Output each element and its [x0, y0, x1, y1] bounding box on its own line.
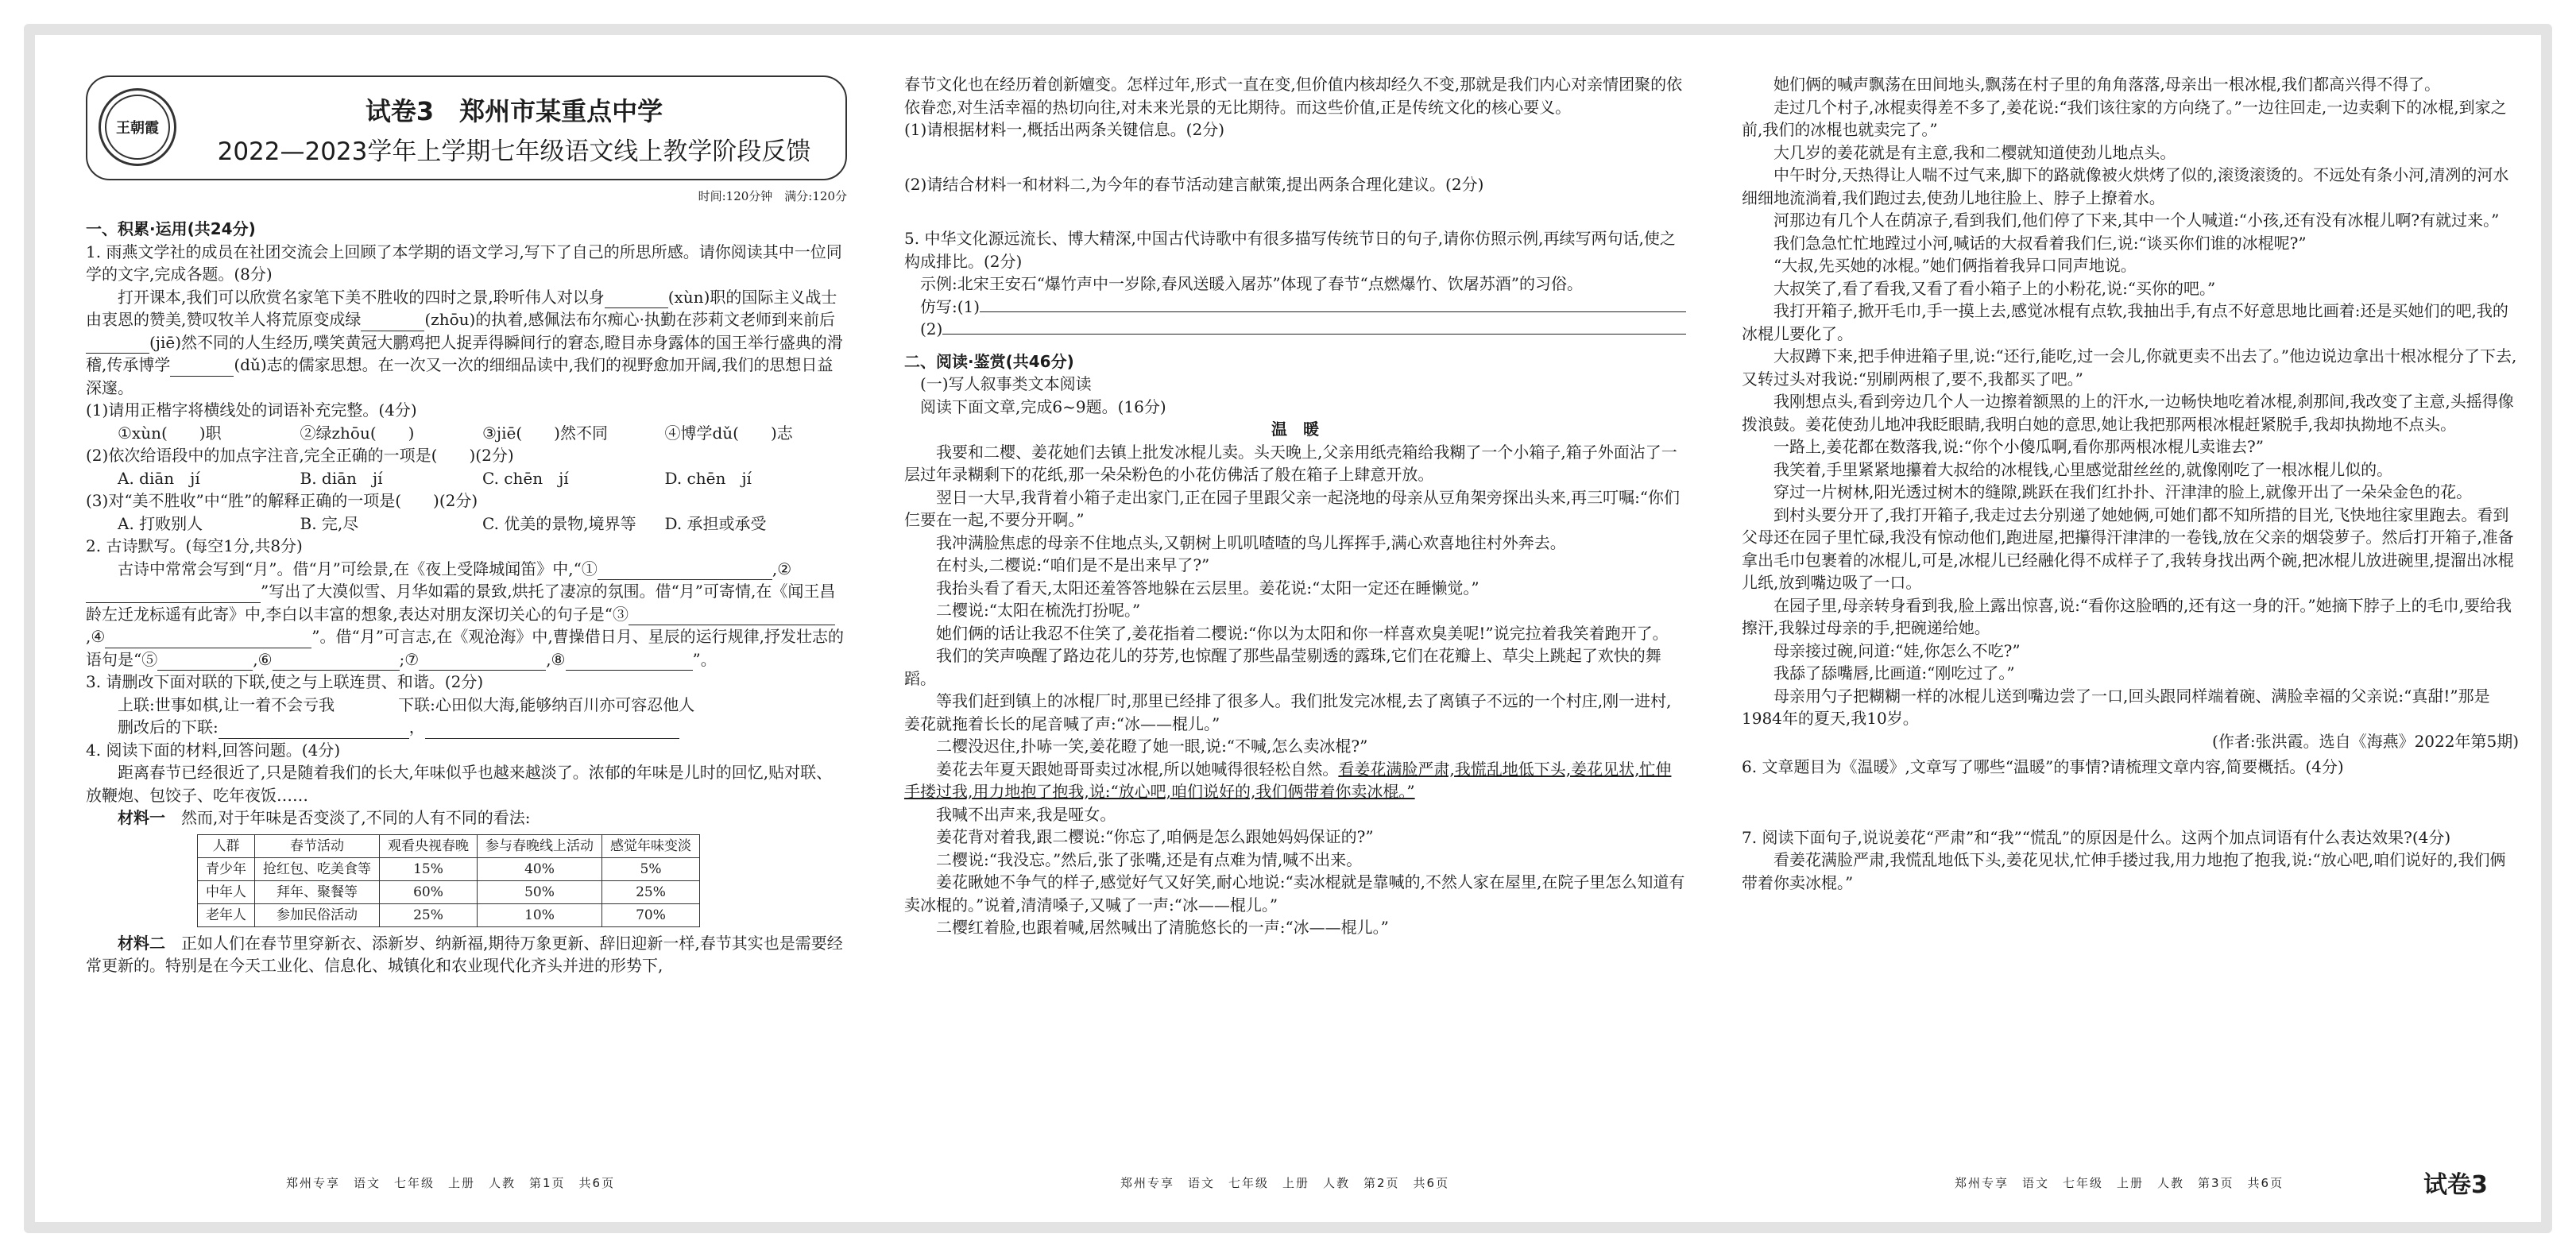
q1-3: (3)对“美不胜收”中“胜”的解释正确的一项是( )(2分) [86, 491, 478, 510]
story-paragraph: 我打开箱子,掀开毛巾,手一摸上去,感觉冰棍有点软,我抽出手,有点不好意思地比画着:还是买她们的吧,我的冰棍儿要化了。 [1742, 301, 2508, 343]
column-3 [1742, 73, 2519, 894]
story-paragraph: 二樱说:“太阳在梳洗打扮呢。” [936, 601, 1141, 620]
table-row: 青少年 抢红包、吃美食等 15% 40% 5% [198, 857, 700, 880]
story-paragraph: 大叔蹲下来,把手伸进箱子里,说:“还行,能吃,过一会儿,你就更卖不出去了。”他边说边拿出十根冰棍分了下去,又转过头对我说:“别刷两根了,要不,我都买了吧。” [1742, 346, 2517, 389]
q6-prompt: 6. 文章题目为《温暖》,文章写了哪些“温暖”的事情?请梳理文章内容,简要概括。(4分) [1742, 757, 2344, 776]
q1-blank-4[interactable] [170, 360, 234, 377]
story-paragraph: 姜花背对着我,跟二樱说:“你忘了,咱俩是怎么跟她妈妈保证的?” [936, 827, 1374, 846]
story-paragraph: 一路上,姜花都在数落我,说:“你个小傻瓜啊,看你那两根冰棍儿卖谁去?” [1773, 437, 2264, 456]
material-2-cont: 春节文化也在经历着创新嬗变。怎样过年,形式一直在变,但价值内核却经久不变,那就是我们内心对亲情团聚的依依眷恋,对生活幸福的热切向往,对未来光景的无比期待。而这些价值,正是传统文化的核心要义。 [904, 75, 1683, 117]
q2-blank-7[interactable] [419, 654, 546, 671]
story-paragraph: 翌日一大早,我背着小箱子走出家门,正在园子里跟父亲一起浇地的母亲从豆角架旁探出头来,再三叮嘱:“你们仨要在一起,不要分开啊。” [904, 487, 1681, 529]
q1-2-options: A. diān jí B. diān jí C. chēn jí D. chēn jí [118, 468, 752, 488]
story-paragraph: 二樱说:“我没忘。”然后,张了张嘴,还是有点难为情,喊不出来。 [936, 849, 1363, 869]
story-paragraph: 等我们赶到镇上的冰棍厂时,那里已经排了很多人。我们批发完冰棍,去了离镇子不远的一个村庄,刚一进村,姜花就拖着长长的尾音喊了声:“冰——棍儿。” [904, 691, 1672, 733]
story-paragraph: 她们俩的喊声飘荡在田间地头,飘荡在村子里的角角落落,母亲出一根冰棍,我们都高兴得不得了。 [1773, 75, 2441, 94]
story-title: 温 暖 [1271, 420, 1319, 439]
q4-1: (1)请根据材料一,概括出两条关键信息。(2分) [904, 120, 1225, 139]
section-1-heading: 一、积累·运用(共24分) [86, 219, 256, 238]
exam-title: 试卷3 郑州市某重点中学 [365, 96, 663, 126]
subsection-1: (一)写人叙事类文本阅读 [920, 374, 1092, 393]
title-box [86, 75, 847, 180]
story-paragraph: 在园子里,母亲转身看到我,脸上露出惊喜,说:“看你这脸晒的,还有这一身的汗。”她摘下脖子上的毛巾,要给我擦汗,我躲过母亲的手,把碗递给她。 [1742, 595, 2512, 637]
underlined-sentence: 看姜花满脸严肃,我慌乱地低下头,姜花见状,忙伸手搂过我,用力地抱了抱我,说:“放心吧,咱们说好的,我们俩带着你卖冰棍。” [904, 759, 1672, 801]
q3-couplet: 上联:世事如棋,让一着不会亏我 下联:心田似大海,能够纳百川亦可容忍他人 [118, 694, 695, 714]
story-paragraph: 大几岁的姜花就是有主意,我和二樱就知道使劲儿地点头。 [1773, 142, 2176, 162]
q3-prompt: 3. 请删改下面对联的下联,使之与上联连贯、和谐。(2分) [86, 672, 484, 691]
q5-example: 示例:北宋王安石“爆竹声中一岁除,春风送暖入屠苏”体现了春节“点燃爆竹、饮屠苏酒”的习俗。 [920, 274, 1583, 293]
story-source: (作者:张洪霞。选自《海燕》2022年第5期) [2212, 731, 2519, 751]
section-2-heading: 二、阅读·鉴赏(共46分) [904, 351, 1074, 371]
q2-blank-2[interactable] [86, 586, 261, 603]
q3-answer: 删改后的下联: ， [86, 716, 847, 739]
logo [99, 88, 176, 166]
q2-blank-8[interactable] [566, 654, 693, 671]
story-paragraph: 我舔了舔嘴唇,比画道:“刚吃过了。” [1773, 663, 2015, 683]
story-paragraph: 走过几个村子,冰棍卖得差不多了,姜花说:“我们该往家的方向绕了。”一边往回走,一边卖剩下的冰棍,到家之前,我们的冰棍也就卖完了。” [1742, 97, 2507, 139]
q6-answer-space[interactable] [1742, 779, 2519, 826]
q1-1: (1)请用正楷字将横线处的词语补充完整。(4分) [86, 400, 417, 420]
q7-prompt: 7. 阅读下面句子,说说姜花“严肃”和“我”“慌乱”的原因是什么。这两个加点词语有什么表达效果?(4分) [1742, 827, 2451, 847]
q5-line-2: (2) [904, 318, 1686, 341]
q3-blank-1[interactable] [219, 722, 409, 739]
material-2: 材料二 正如人们在春节里穿新衣、添新岁、纳新福,期待万象更新、辞旧迎新一样,春节其实也是需要经常更新的。特别是在今天工业化、信息化、城镇化和农业现代化齐头并进的形势下, [86, 933, 843, 975]
story-paragraph: 大叔笑了,看了看我,又看了看小箱子上的小粉花,说:“买你的吧。” [1773, 278, 2216, 298]
exam-meta: 时间:120分钟 满分:120分 [698, 189, 847, 203]
q1-3-options: A. 打败别人 B. 完,尽 C. 优美的景物,境界等 D. 承担或承受 [118, 513, 767, 533]
q1-blank-3[interactable] [86, 337, 149, 354]
q1-blank-2[interactable] [361, 315, 424, 331]
story-paragraph: 我抬头看了看天,太阳还羞答答地躲在云层里。姜花说:“太阳一定还在睡懒觉。” [936, 578, 1479, 598]
story-paragraph: 在村头,二樱说:“咱们是不是出来早了?” [936, 555, 1210, 574]
table-row: 中年人 拜年、聚餐等 60% 50% 25% [198, 880, 700, 903]
logo-text: 王朝霞 [105, 95, 170, 160]
subsection-1-instructions: 阅读下面文章,完成6~9题。(16分) [920, 396, 1166, 416]
q4-prompt: 4. 阅读下面的材料,回答问题。(4分) [86, 740, 341, 760]
q1-1-options: ①xùn( )职 ②绿zhōu( ) ③jiē( )然不同 ④博学dǔ( )志 [118, 423, 793, 443]
story-paragraph: 母亲接过碗,问道:“娃,你怎么不吃?” [1773, 640, 2021, 660]
story-paragraph: 我冲满脸焦虑的母亲不住地点头,又朝树上叽叽喳喳的鸟儿挥挥手,满心欢喜地往村外奔去。 [936, 532, 1566, 552]
story-paragraph: 到村头要分开了,我打开箱子,我走过去分别递了她她俩,可她们都不知所措的目光,飞快地往家里跑去。看到父母还在园子里忙碌,我没有惊动他们,跑进屋,把攥得汗津津的一卷钱,放在父亲的烟袋萝子。然后打开箱子,准备拿出毛巾包裹着的冰棍儿,可是,冰棍儿已经融化得不成样子了,我转身找出两个碗,把冰棍儿放进碗里,提溜出冰棍儿纸,放到嘴边吸了一口。 [1742, 505, 2514, 592]
q5-blank-1[interactable] [980, 296, 1686, 312]
q2-prompt: 2. 古诗默写。(每空1分,共8分) [86, 536, 303, 555]
column-2 [904, 73, 1686, 939]
q2-blank-4[interactable] [105, 632, 311, 648]
q3-blank-2[interactable] [425, 722, 679, 739]
material-1: 材料一 然而,对于年味是否变淡了,不同的人有不同的看法: [118, 808, 531, 827]
table-row: 老年人 参加民俗活动 25% 10% 70% [198, 903, 700, 926]
q2-blank-5[interactable] [157, 654, 253, 671]
story-paragraph: 姜花去年夏天跟她哥哥卖过冰棍,所以她喊得很轻松自然。看姜花满脸严肃,我慌乱地低下头,姜花见状,忙伸手搂过我,用力地抱了抱我,说:“放心吧,咱们说好的,我们俩带着你卖冰棍。” [904, 759, 1672, 801]
q2-passage: 古诗中常常会写到“月”。借“月”可绘景,在《夜上受降城闻笛》中,“① ,②”写出了大漠似雪、月华如霜的景致,烘托了凄凉的氛围。借“月”可寄情,在《闻王昌龄左迁龙标遥有此寄》中,李白以丰富的想象,表达对朋友深切关心的句子是“③,④ ”。借“月”可言志,在《观沧海》中,曹操借日月、星辰的运行规律,抒发壮志的语句是“⑤ ,⑥ ;⑦ ,⑧ ”。 [86, 558, 847, 671]
story-paragraph: 中午时分,天热得让人喘不过气来,脚下的路就像被火烘烤了似的,滚烫滚烫的。不远处有条小河,清冽的河水细细地流淌着,我们跑过去,使劲儿地往脸上、脖子上撩着水。 [1742, 165, 2509, 207]
q5-prompt: 5. 中华文化源远流长、博大精深,中国古代诗歌中有很多描写传统节日的句子,请你仿照示例,再续写两句话,使之构成排比。(2分) [904, 229, 1676, 271]
story-paragraph: 我们急急忙忙地蹚过小河,喊话的大叔看着我们仨,说:“谈买你们谁的冰棍呢?” [1773, 233, 2307, 253]
story-paragraph: 我们的笑声唤醒了路边花儿的芬芳,也惊醒了那些晶莹剔透的露珠,它们在花瓣上、草尖上跳起了欢快的舞蹈。 [904, 646, 1661, 688]
story-paragraph: 她们俩的话让我忍不住笑了,姜花指着二樱说:“你以为太阳和你一样喜欢臭美呢!”说完拉着我笑着跑开了。 [936, 623, 1669, 643]
story-paragraph: 穿过一片树林,阳光透过树木的缝隙,跳跃在我们红扑扑、汗津津的脸上,就像开出了一朵朵金色的花。 [1773, 482, 2473, 501]
survey-table [197, 834, 700, 927]
story-paragraph: 母亲用勺子把糊糊一样的冰棍儿送到嘴边尝了一口,回头跟同样端着碗、满脸幸福的父亲说:“真甜!”那是1984年的夏天,我10岁。 [1742, 686, 2490, 728]
q1-2: (2)依次给语段中的加点字注音,完全正确的一项是( )(2分) [86, 446, 514, 465]
story-paragraph: 我喊不出声来,我是哑女。 [936, 804, 1116, 824]
story-paragraph: 我笑着,手里紧紧地攥着大叔给的冰棍钱,心里感觉甜丝丝的,就像刚吃了一根冰棍儿似的。 [1773, 459, 2393, 479]
q4-2-answer-space[interactable] [904, 195, 1686, 227]
story-paragraph: 姜花瞅她不争气的样子,感觉好气又好笑,耐心地说:“卖冰棍就是靠喊的,不然人家在屋里,在院子里怎么知道有卖冰棍的。”说着,清清嗓子,又喊了一声:“冰——棍儿。” [904, 872, 1685, 915]
q1-prompt: 1. 雨燕文学社的成员在社团交流会上回顾了本学期的语文学习,写下了自己的所思所感。请你阅读其中一位同学的文字,完成各题。(8分) [86, 242, 842, 284]
q2-blank-1[interactable] [598, 563, 772, 580]
story-paragraph: 河那边有几个人在荫凉子,看到我们,他们停了下来,其中一个人喊道:“小孩,还有没有冰棍儿啊?有就过来。” [1773, 211, 2500, 230]
story-paragraph: 二樱红着脸,也跟着喊,居然喊出了清脆悠长的一声:“冰——棍儿。” [936, 918, 1389, 937]
table-header: 人群 春节活动 观看央视春晚 参与春晚线上活动 感觉年味变淡 [198, 834, 700, 857]
exam-subtitle: 2022—2023学年上学期七年级语文线上教学阶段反馈 [217, 137, 811, 166]
footer-page-2: 郑州专享 语文 七年级 上册 人教 第2页 共6页 [1120, 1176, 1450, 1190]
story-paragraph: 我刚想点头,看到旁边几个人一边擦着额黑的上的汗水,一边畅快地吃着冰棍,刹那间,我改变了主意,头摇得像拨浪鼓。姜花使劲儿地冲我眨眼睛,我明白她的意思,她让我把那两根冰棍赶紧脱手,我却执拗地不点头。 [1742, 392, 2514, 434]
q1-blank-1[interactable] [605, 292, 668, 308]
q4-1-answer-space[interactable] [904, 141, 1686, 173]
q2-blank-3[interactable] [629, 609, 835, 625]
column-1 [86, 218, 847, 977]
q7-quote: 看姜花满脸严肃,我慌乱地低下头,姜花见状,忙伸手搂过我,用力地抱了抱我,说:“放心吧,咱们说好的,我们俩带着你卖冰棍。” [1742, 850, 2506, 892]
exam-tag: 试卷3 [2423, 1171, 2488, 1199]
story-paragraph: “大叔,先买她的冰棍。”她们俩指着我异口同声地说。 [1773, 256, 2137, 275]
q5-blank-2[interactable] [942, 318, 1686, 335]
q5-line-1: 仿写:(1) [904, 296, 1686, 319]
q4-intro: 距离春节已经很近了,只是随着我们的长大,年味似乎也越来越淡了。浓郁的年味是儿时的回忆,贴对联、放鞭炮、包饺子、吃年夜饭…… [86, 763, 833, 805]
footer-page-3: 郑州专享 语文 七年级 上册 人教 第3页 共6页 [1955, 1176, 2284, 1190]
story-paragraph: 二樱没迟住,扑哧一笑,姜花瞪了她一眼,说:“不喊,怎么卖冰棍?” [936, 737, 1368, 756]
q1-passage: 打开课本,我们可以欣赏名家笔下美不胜收的四时之景,聆听伟人对以身 (xùn)职的国际主义战士由衷恩的赞美,赞叹牧羊人将荒原变成绿 (zhōu)的执着,感佩法布尔痴心·执勤在莎莉文老师到来前后(jiē)然不同的人生经历,噗笑黄冠大鹏鸡把人捉弄得瞬间行的窘态,瞪目赤身露体的国王举行盛典的滑稽,传承博学 (dǔ)志的儒家思想。在一次又一次的细细品读中,我们的视野愈加开阔,我们的思想日益深邃。 [86, 287, 843, 397]
story-paragraph: 我要和二樱、姜花她们去镇上批发冰棍儿卖。头天晚上,父亲用纸壳箱给我糊了一个小箱子,箱子外面沾了一层过年录糊剩下的花纸,那一朵朵粉色的小花仿佛活了般在箱子上肆意开放。 [904, 442, 1677, 484]
q2-blank-6[interactable] [273, 654, 400, 671]
footer-page-1: 郑州专享 语文 七年级 上册 人教 第1页 共6页 [286, 1176, 616, 1190]
q4-2: (2)请结合材料一和材料二,为今年的春节活动建言献策,提出两条合理化建议。(2分) [904, 174, 1484, 194]
